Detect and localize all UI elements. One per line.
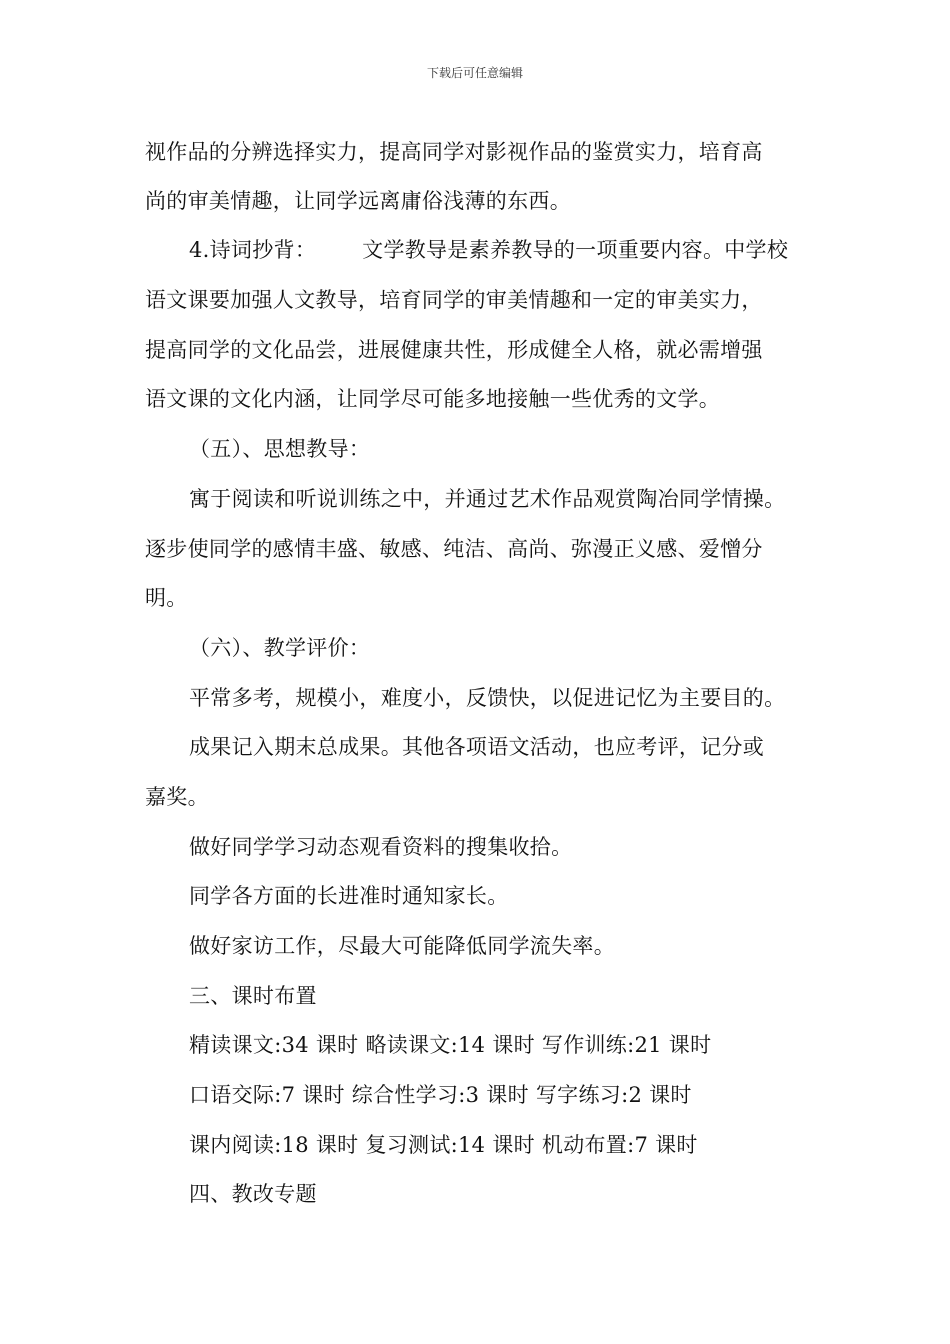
- section-heading: 三、课时布置: [189, 984, 317, 1008]
- body-line: 平常多考，规模小，难度小，反馈快，以促进记忆为主要目的。: [189, 686, 786, 710]
- body-line: 做好同学学习动态观看资料的搜集收拾。: [189, 835, 573, 859]
- section-label-poetry: 4.诗词抄背：: [189, 238, 317, 262]
- body-line: 提高同学的文化品尝，进展健康共性，形成健全人格，就必需增强: [145, 338, 763, 362]
- body-line: 视作品的分辨选择实力，提高同学对影视作品的鉴赏实力，培育高: [145, 140, 763, 164]
- schedule-line: 口语交际:7 课时 综合性学习:3 课时 写字练习:2 课时: [189, 1083, 692, 1107]
- body-line: 尚的审美情趣，让同学远离庸俗浅薄的东西。: [145, 189, 571, 213]
- poetry-line: [189, 236, 788, 264]
- section-heading: （六）、教学评价：: [189, 636, 371, 660]
- body-line: 寓于阅读和听说训练之中，并通过艺术作品观赏陶冶同学情操。: [189, 487, 786, 511]
- body-line: 嘉奖。: [145, 785, 209, 809]
- section-heading: （五）、思想教导：: [189, 437, 371, 461]
- body-line: 成果记入期末总成果。其他各项语文活动，也应考评，记分或: [189, 735, 765, 759]
- page-header: 下载后可任意编辑: [426, 66, 523, 80]
- body-line: 逐步使同学的感情丰盛、敏感、纯洁、高尚、弥漫正义感、爱憎分: [145, 537, 763, 561]
- schedule-line: 精读课文:34 课时 略读课文:14 课时 写作训练:21 课时: [189, 1033, 712, 1057]
- schedule-line: 课内阅读:18 课时 复习测试:14 课时 机动布置:7 课时: [189, 1133, 698, 1157]
- body-line: 同学各方面的长进准时通知家长。: [189, 884, 509, 908]
- body-text: 文学教导是素养教导的一项重要内容。中学校: [362, 238, 789, 262]
- body-line: 语文课的文化内涵，让同学尽可能多地接触一些优秀的文学。: [145, 387, 721, 411]
- body-line: 语文课要加强人文教导，培育同学的审美情趣和一定的审美实力，: [145, 288, 763, 312]
- body-line: 做好家访工作，尽最大可能降低同学流失率。: [189, 934, 615, 958]
- section-heading: 四、教改专题: [189, 1182, 317, 1206]
- body-line: 明。: [145, 586, 188, 610]
